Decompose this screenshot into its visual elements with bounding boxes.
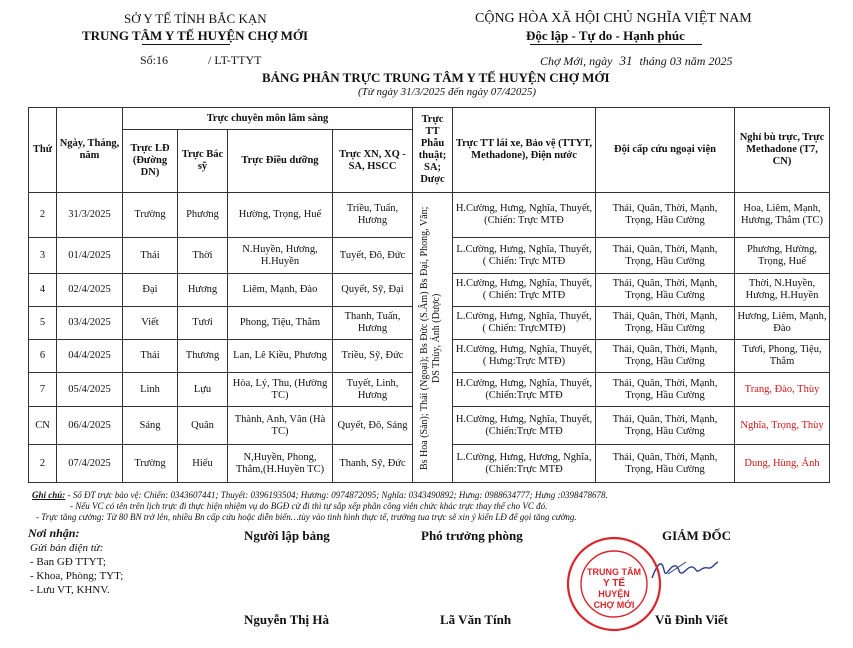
cell-lab: Quyết, Đô, Sáng [333, 407, 413, 445]
motto-underline [530, 44, 702, 45]
notes-label: Ghi chú: [32, 490, 66, 500]
document-code: / LT-TTYT [208, 53, 262, 67]
cell-leader: Đại [123, 274, 178, 307]
surgery-staff-text: Bs Hoa (Sản); Thái (Ngoại); Bs Đức (S.Âm) Bs Đại, Phong, Vân; DS Thùy, Ánh (Dược) [418, 205, 442, 470]
cell-drivers: L.Cường, Hưng, Nghĩa, Thuyết, ( Chiến: Trực MTĐ [453, 238, 596, 274]
page-subtitle: (Từ ngày 31/3/2025 đến ngày 07/42025) [358, 86, 537, 98]
header-emergency-team: Đội cấp cứu ngoại viện [596, 108, 735, 193]
cell-leader: Thái [123, 238, 178, 274]
cell-thu: 5 [29, 307, 57, 340]
cell-date: 02/4/2025 [57, 274, 123, 307]
cell-thu: 2 [29, 193, 57, 238]
cell-emergency-team: Thái, Quân, Thời, Mạnh, Trọng, Hầu Cường [596, 193, 735, 238]
stamp-line: Y TẾ [602, 578, 626, 589]
cell-leader: Trường [123, 445, 178, 483]
cell-compensatory-leave: Trang, Đào, Thùy [735, 373, 830, 407]
cell-nurse: Liêm, Mạnh, Đào [228, 274, 333, 307]
cell-nurse: Phong, Tiệu, Thắm [228, 307, 333, 340]
cell-nurse: Lan, Lê Kiều, Phương [228, 340, 333, 373]
cell-emergency-team: Thái, Quân, Thời, Mạnh, Trọng, Hầu Cường [596, 340, 735, 373]
date-day: 31 [619, 53, 633, 68]
cell-emergency-team: Thái, Quân, Thời, Mạnh, Trọng, Hầu Cường [596, 445, 735, 483]
cell-nurse: Thành, Anh, Vân (Hà TC) [228, 407, 333, 445]
org-underline [142, 44, 230, 45]
cell-doctor: Lựu [178, 373, 228, 407]
cell-date: 05/4/2025 [57, 373, 123, 407]
cell-compensatory-leave: Dung, Hùng, Ánh [735, 445, 830, 483]
cell-drivers: H.Cường, Hưng, Nghĩa, Thuyết,(Chiến: Trực MTĐ [453, 193, 596, 238]
director-name: Vũ Đình Viết [655, 612, 728, 627]
notes-line-substitution: - Nếu VC có tên trên lịch trực đi thực hiện nhiệm vụ do BGĐ cử đi thì tự sắp xếp phân công viên chức khác trực thay thế cho VC đó. [70, 501, 548, 511]
duty-roster-table [28, 107, 830, 483]
recipients-item: - Khoa, Phòng; TYT; [30, 570, 124, 582]
cell-nurse: Hường, Trọng, Huế [228, 193, 333, 238]
cell-lab: Triều, Sỹ, Đức [333, 340, 413, 373]
header-date: Ngày, Tháng, năm [57, 108, 123, 193]
cell-lab: Thanh, Sỹ, Đức [333, 445, 413, 483]
cell-drivers: L.Cường, Hưng, Hương, Nghĩa,(Chiến:Trực MTĐ [453, 445, 596, 483]
cell-compensatory-leave: Thời, N.Huyền, Hương, H.Huyền [735, 274, 830, 307]
nation-name: CỘNG HÒA XÃ HỘI CHỦ NGHĨA VIỆT NAM [475, 11, 752, 26]
cell-thu: 7 [29, 373, 57, 407]
header-clinical-group: Trực chuyên môn lâm sàng [123, 108, 413, 130]
cell-drivers: L.Cường, Hưng, Nghĩa, Thuyết,( Chiến: TrựcMTĐ) [453, 307, 596, 340]
table-row [29, 193, 830, 238]
cell-thu: 6 [29, 340, 57, 373]
notes-line-reinforcement: - Trực tăng cường: Từ 80 BN trở lên, nhiều Bn cấp cứu hoặc diễn biến…tùy vào tình hình thực tế, trưởng tua trực sẽ xin ý kiến LĐ để gọi tăng cường. [36, 512, 577, 522]
header-thu: Thứ [29, 108, 57, 193]
cell-lab: Triều, Tuấn, Hương [333, 193, 413, 238]
recipients-item: - Ban GĐ TTYT; [30, 556, 106, 568]
stamp-line: HUYỆN [598, 589, 630, 599]
page-title: BẢNG PHÂN TRỰC TRUNG TÂM Y TẾ HUYỆN CHỢ MỚI [262, 70, 610, 85]
cell-drivers: H.Cường, Hưng, Nghĩa, Thuyết,(Chiến:Trực MTĐ [453, 407, 596, 445]
cell-emergency-team: Thái, Quân, Thời, Mạnh, Trọng, Hầu Cường [596, 238, 735, 274]
recipients-item: - Lưu VT, KHNV. [30, 584, 110, 596]
preparer-title: Người lập bảng [244, 528, 330, 543]
cell-emergency-team: Thái, Quân, Thời, Mạnh, Trọng, Hầu Cường [596, 373, 735, 407]
stamp-line: CHỢ MỚI [593, 600, 635, 610]
cell-thu: 2 [29, 445, 57, 483]
cell-date: 01/4/2025 [57, 238, 123, 274]
cell-date: 31/3/2025 [57, 193, 123, 238]
cell-surgery-merged [413, 193, 453, 483]
document-number: Số:16 [140, 53, 169, 67]
header-leader: Trực LĐ (Đường DN) [123, 130, 178, 193]
deputy-title: Phó trưởng phòng [421, 528, 523, 543]
cell-compensatory-leave: Phương, Hường, Trọng, Huế [735, 238, 830, 274]
cell-emergency-team: Thái, Quân, Thời, Mạnh, Trọng, Hầu Cường [596, 307, 735, 340]
cell-lab: Thanh, Tuấn, Hương [333, 307, 413, 340]
cell-thu: CN [29, 407, 57, 445]
header-surgery: Trực TT Phẫu thuật; SA; Dược [413, 108, 453, 193]
cell-doctor: Quân [178, 407, 228, 445]
cell-lab: Tuyết, Linh, Hương [333, 373, 413, 407]
department-name: SỞ Y TẾ TỈNH BẮC KẠN [124, 11, 267, 26]
cell-doctor: Thương [178, 340, 228, 373]
roster-body [29, 193, 830, 483]
cell-doctor: Tươi [178, 307, 228, 340]
cell-leader: Thái [123, 340, 178, 373]
header-drivers: Trực TT lái xe, Bảo vệ (TTYT, Methadone), Điện nước [453, 108, 596, 193]
cell-date: 06/4/2025 [57, 407, 123, 445]
cell-lab: Quyết, Sỹ, Đại [333, 274, 413, 307]
cell-leader: Linh [123, 373, 178, 407]
header-compensatory-leave: Nghỉ bù trực, Trực Methadone (T7, CN) [735, 108, 830, 193]
cell-nurse: N.Huyền, Hương, H.Huyền [228, 238, 333, 274]
stamp-line: TRUNG TÂM [587, 567, 641, 577]
cell-drivers: H.Cường, Hưng, Nghĩa, Thuyết,(Chiến:Trực MTĐ [453, 373, 596, 407]
cell-doctor: Hương [178, 274, 228, 307]
cell-emergency-team: Thái, Quân, Thời, Mạnh, Trọng, Hầu Cường [596, 274, 735, 307]
cell-thu: 3 [29, 238, 57, 274]
date-month-year: tháng 03 năm 2025 [639, 54, 733, 68]
cell-date: 03/4/2025 [57, 307, 123, 340]
header-lab: Trực XN, XQ - SA, HSCC [333, 130, 413, 193]
cell-doctor: Hiếu [178, 445, 228, 483]
cell-compensatory-leave: Nghĩa, Trọng, Thùy [735, 407, 830, 445]
cell-compensatory-leave: Hương, Liêm, Mạnh, Đào [735, 307, 830, 340]
cell-compensatory-leave: Tươi, Phong, Tiệu, Thắm [735, 340, 830, 373]
cell-date: 04/4/2025 [57, 340, 123, 373]
cell-emergency-team: Thái, Quân, Thời, Mạnh, Trọng, Hầu Cường [596, 407, 735, 445]
cell-nurse: Hòa, Lý, Thu, (Hường TC) [228, 373, 333, 407]
recipients-list [30, 541, 123, 597]
recipients-label: Nơi nhận: [28, 526, 80, 540]
national-motto: Độc lập - Tự do - Hạnh phúc [526, 28, 685, 43]
cell-nurse: N,Huyền, Phong, Thắm,(H.Huyền TC) [228, 445, 333, 483]
cell-leader: Trường [123, 193, 178, 238]
cell-doctor: Phương [178, 193, 228, 238]
cell-leader: Sáng [123, 407, 178, 445]
preparer-name: Nguyễn Thị Hà [244, 612, 330, 627]
place-date-prefix: Chợ Mới, ngày [540, 54, 613, 68]
deputy-name: Lã Văn Tính [440, 612, 512, 627]
organization-name: TRUNG TÂM Y TẾ HUYỆN CHỢ MỚI [82, 28, 309, 43]
header-doctor: Trực Bác sỹ [178, 130, 228, 193]
notes-line-phones: - Số ĐT trực bảo vệ: Chiến: 0343607441; Thuyết: 0396193504; Hương: 0974872095; Nghĩa: 0343490892; Hưng: 0988634777; Hưng :0398478678. [67, 490, 608, 500]
notes-section [32, 490, 842, 523]
cell-compensatory-leave: Hoa, Liêm, Mạnh, Hương, Thắm (TC) [735, 193, 830, 238]
cell-date: 07/4/2025 [57, 445, 123, 483]
place-date [540, 53, 732, 69]
header-nurse: Trực Điều dưỡng [228, 130, 333, 193]
cell-drivers: H.Cường, Hưng, Nghĩa, Thuyết,( Chiến: Trực MTĐ [453, 274, 596, 307]
cell-leader: Viết [123, 307, 178, 340]
cell-lab: Tuyết, Đô, Đức [333, 238, 413, 274]
cell-drivers: H.Cường, Hưng, Nghĩa, Thuyết,( Hưng:Trực MTĐ) [453, 340, 596, 373]
cell-doctor: Thời [178, 238, 228, 274]
director-title: GIÁM ĐỐC [662, 528, 731, 543]
cell-thu: 4 [29, 274, 57, 307]
recipients-item: Gửi bản điện tử: [30, 542, 104, 554]
official-stamp [565, 535, 663, 633]
